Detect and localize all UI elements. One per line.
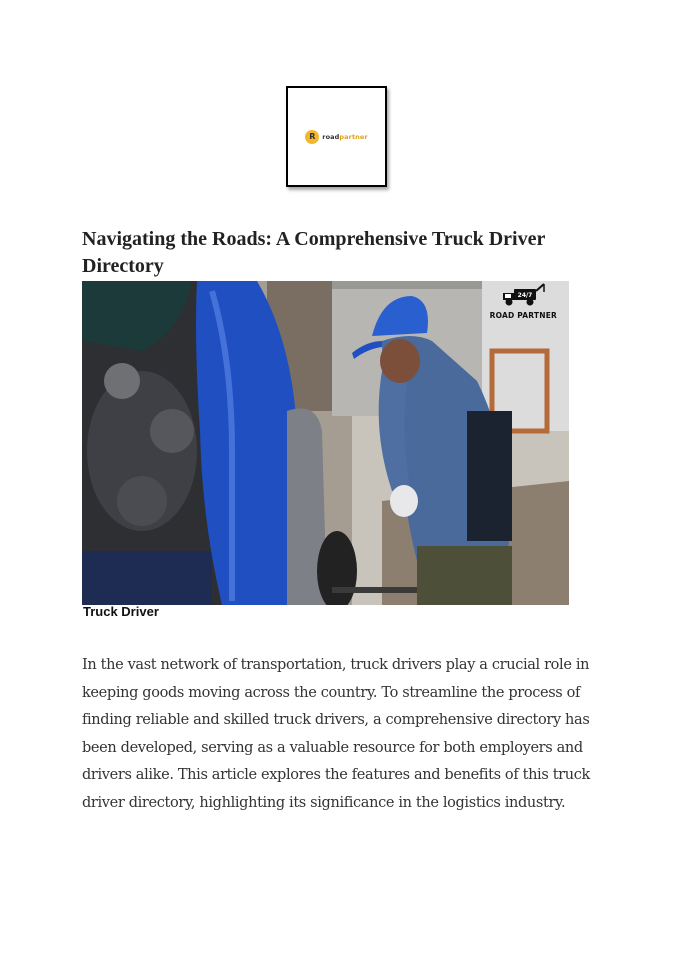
photo-illustration <box>82 281 569 605</box>
badge-hours: 24/7 <box>517 292 533 299</box>
logo-frame <box>286 86 387 187</box>
article-title: Navigating the Roads: A Comprehensive Truck Driver Directory <box>82 228 545 277</box>
truck-driver-photo <box>82 281 569 605</box>
tow-truck-icon <box>500 283 546 309</box>
roadpartner-logo <box>305 130 367 144</box>
article-body: In the vast network of transportation, truck drivers play a crucial role in keeping goods moving across the country. To streamline the process of finding reliable and skilled truck drivers, a comprehensive directory has been developed, serving as a valuable resource for both employers and drivers alike. This article explores the features and benefits of this truck driver directory, highlighting its significance in the logistics industry. <box>82 657 590 811</box>
image-caption: Truck Driver <box>83 604 159 619</box>
logo-mark-icon: R <box>305 130 319 144</box>
logo-wordmark: roadpartner <box>322 132 368 141</box>
road-partner-watermark: 24/7 ROAD PARTNER <box>490 283 557 320</box>
